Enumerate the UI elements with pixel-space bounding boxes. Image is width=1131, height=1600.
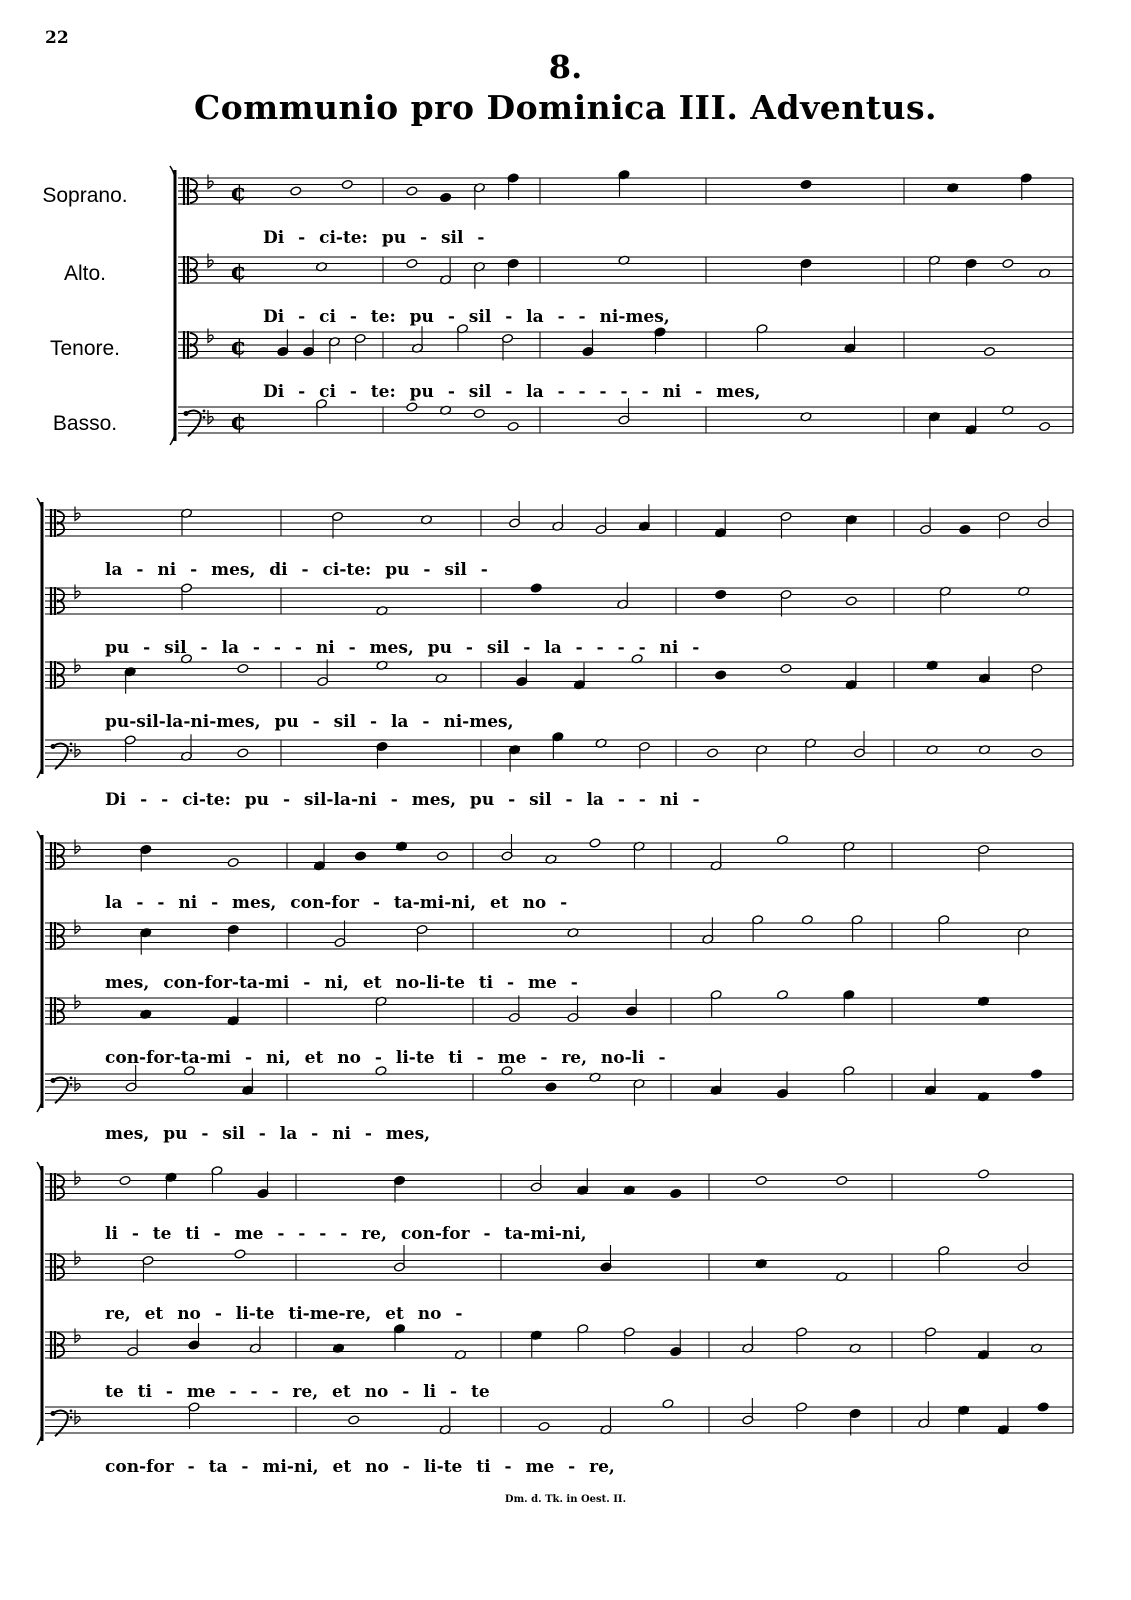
note-head bbox=[507, 421, 519, 431]
note-head bbox=[589, 838, 601, 848]
staff-tenore bbox=[45, 989, 1073, 1026]
staff-tenore bbox=[45, 1323, 1073, 1360]
staff-alto bbox=[45, 915, 1073, 955]
note-head bbox=[780, 663, 792, 673]
note-head bbox=[406, 402, 418, 412]
cut-time-icon: ¢ bbox=[230, 256, 247, 286]
flat-key-icon bbox=[75, 1077, 80, 1091]
note-head bbox=[237, 663, 249, 673]
flat-key-icon bbox=[75, 585, 80, 599]
lyric-line-tenore: con-for-ta-mi - ni, et no - li-te ti - me - re, no-li - bbox=[105, 1048, 666, 1068]
note-head bbox=[538, 1421, 550, 1431]
lyric-line-basso: con-for - ta - mi-ni, et no - li-te ti - me - re, bbox=[105, 1457, 615, 1477]
note-head bbox=[348, 1415, 360, 1425]
voice-name-alto: Alto. bbox=[63, 262, 107, 285]
f-clef-dot bbox=[203, 416, 206, 419]
flat-key-icon bbox=[75, 840, 80, 854]
voice-name-soprano: Soprano. bbox=[42, 184, 128, 207]
note-head bbox=[290, 186, 302, 196]
note-head bbox=[341, 179, 353, 189]
flat-key-icon bbox=[208, 410, 213, 424]
system-1 bbox=[170, 166, 1073, 445]
lyric-line-soprano: la - - ni - mes, con-for - ta-mi-ni, et no - bbox=[105, 893, 568, 913]
lyric-line-tenore: Di - ci - te: pu - sil - la - - - - - ni - mes, bbox=[263, 382, 761, 402]
staff-soprano bbox=[178, 170, 1073, 210]
lyric-line-tenore: pu-sil-la-ni-mes, pu - sil - la - ni-mes, bbox=[105, 712, 514, 732]
note-head bbox=[959, 524, 971, 534]
staff-alto bbox=[178, 254, 1073, 289]
lyric-line-basso: Di - - ci-te: pu - sil-la-ni - mes, pu - sil - la - - ni - bbox=[105, 790, 700, 810]
f-clef-dot bbox=[51, 744, 56, 749]
voice-name-basso: Basso. bbox=[52, 412, 118, 435]
f-clef-dot bbox=[70, 1077, 73, 1080]
note-head bbox=[707, 748, 719, 758]
note-head bbox=[119, 1175, 131, 1185]
f-clef-dot bbox=[70, 1416, 73, 1419]
f-clef-dot bbox=[70, 1083, 73, 1086]
note-head bbox=[715, 589, 727, 599]
flat-key-icon bbox=[75, 743, 80, 757]
flat-key-icon bbox=[75, 507, 80, 521]
footer-imprint: Dm. d. Tk. in Oest. II. bbox=[504, 1494, 627, 1505]
note-head bbox=[406, 186, 418, 196]
flat-key-icon bbox=[75, 995, 80, 1009]
f-clef-dot bbox=[51, 1411, 56, 1416]
note-head bbox=[845, 596, 857, 606]
note-head bbox=[755, 1175, 767, 1185]
note-head bbox=[355, 851, 367, 861]
staff-basso bbox=[178, 398, 1073, 439]
staff-basso bbox=[45, 1065, 1073, 1106]
note-head bbox=[836, 1175, 848, 1185]
staff-alto bbox=[45, 582, 1073, 616]
note-head bbox=[1037, 1402, 1049, 1412]
cut-time-icon: ¢ bbox=[230, 406, 247, 436]
lyric-line-alto: Di - ci - te: pu - sil - la - - ni-mes, bbox=[263, 307, 670, 327]
note-head bbox=[1039, 421, 1051, 431]
system-3 bbox=[37, 831, 1073, 1112]
f-clef-dot bbox=[184, 411, 189, 416]
note-head bbox=[1031, 748, 1043, 758]
lyric-line-alto: mes, con-for-ta-mi - ni, et no-li-te ti - me - bbox=[105, 973, 578, 993]
note-head bbox=[545, 1082, 557, 1092]
flat-key-icon bbox=[75, 1171, 80, 1185]
piece-title: Communio pro Dominica III. Adventus. bbox=[193, 88, 938, 127]
note-head bbox=[1031, 1069, 1043, 1079]
staff-basso bbox=[45, 731, 1073, 772]
f-clef-dot bbox=[70, 743, 73, 746]
staff-tenore bbox=[45, 654, 1073, 694]
lyric-line-alto: pu - sil - la - - - ni - mes, pu - sil - la - - - - ni - bbox=[105, 638, 700, 658]
lyric-line-soprano: la - ni - mes, di - ci-te: pu - sil - bbox=[105, 560, 488, 580]
flat-key-icon bbox=[75, 920, 80, 934]
note-head bbox=[234, 1249, 246, 1259]
note-head bbox=[978, 1169, 990, 1179]
f-clef-dot bbox=[70, 749, 73, 752]
note-head bbox=[440, 192, 452, 202]
lyric-line-tenore: te ti - me - - - re, et no - li - te bbox=[105, 1382, 490, 1402]
page-number: 22 bbox=[45, 28, 69, 48]
note-head bbox=[530, 583, 542, 593]
staff-soprano bbox=[45, 834, 1073, 872]
lyric-line-soprano: Di - ci-te: pu - sil - bbox=[263, 228, 485, 248]
staff-tenore bbox=[178, 324, 1073, 364]
note-head bbox=[406, 258, 418, 268]
note-head bbox=[800, 179, 812, 189]
flat-key-icon bbox=[208, 329, 213, 343]
note-head bbox=[473, 408, 485, 418]
staff-alto bbox=[45, 1245, 1073, 1283]
f-clef-dot bbox=[51, 1078, 56, 1083]
piece-number: 8. bbox=[548, 48, 583, 86]
note-head bbox=[984, 346, 996, 356]
lyric-line-alto: re, et no - li-te ti-me-re, et no - bbox=[105, 1304, 463, 1324]
note-head bbox=[670, 1188, 682, 1198]
note-head bbox=[1002, 258, 1014, 268]
f-clef-dot bbox=[70, 1410, 73, 1413]
cut-time-icon: ¢ bbox=[230, 331, 247, 361]
flat-key-icon bbox=[75, 1251, 80, 1265]
note-head bbox=[715, 670, 727, 680]
lyric-line-soprano: li - te ti - me - - - - re, con-for - ta-mi-ni, bbox=[105, 1224, 587, 1244]
flat-key-icon bbox=[75, 1410, 80, 1424]
cut-time-icon: ¢ bbox=[230, 177, 247, 207]
note-head bbox=[227, 857, 239, 867]
note-head bbox=[437, 851, 449, 861]
staff-basso bbox=[45, 1398, 1073, 1436]
note-head bbox=[237, 748, 249, 758]
lyric-line-basso: mes, pu - sil - la - ni - mes, bbox=[105, 1124, 431, 1144]
staff-soprano bbox=[45, 1165, 1073, 1203]
flat-key-icon bbox=[208, 254, 213, 268]
flat-key-icon bbox=[75, 659, 80, 673]
flat-key-icon bbox=[208, 175, 213, 189]
staff-soprano bbox=[45, 501, 1073, 542]
voice-name-tenore: Tenore. bbox=[49, 337, 121, 360]
flat-key-icon bbox=[75, 1329, 80, 1343]
f-clef-dot bbox=[203, 410, 206, 413]
